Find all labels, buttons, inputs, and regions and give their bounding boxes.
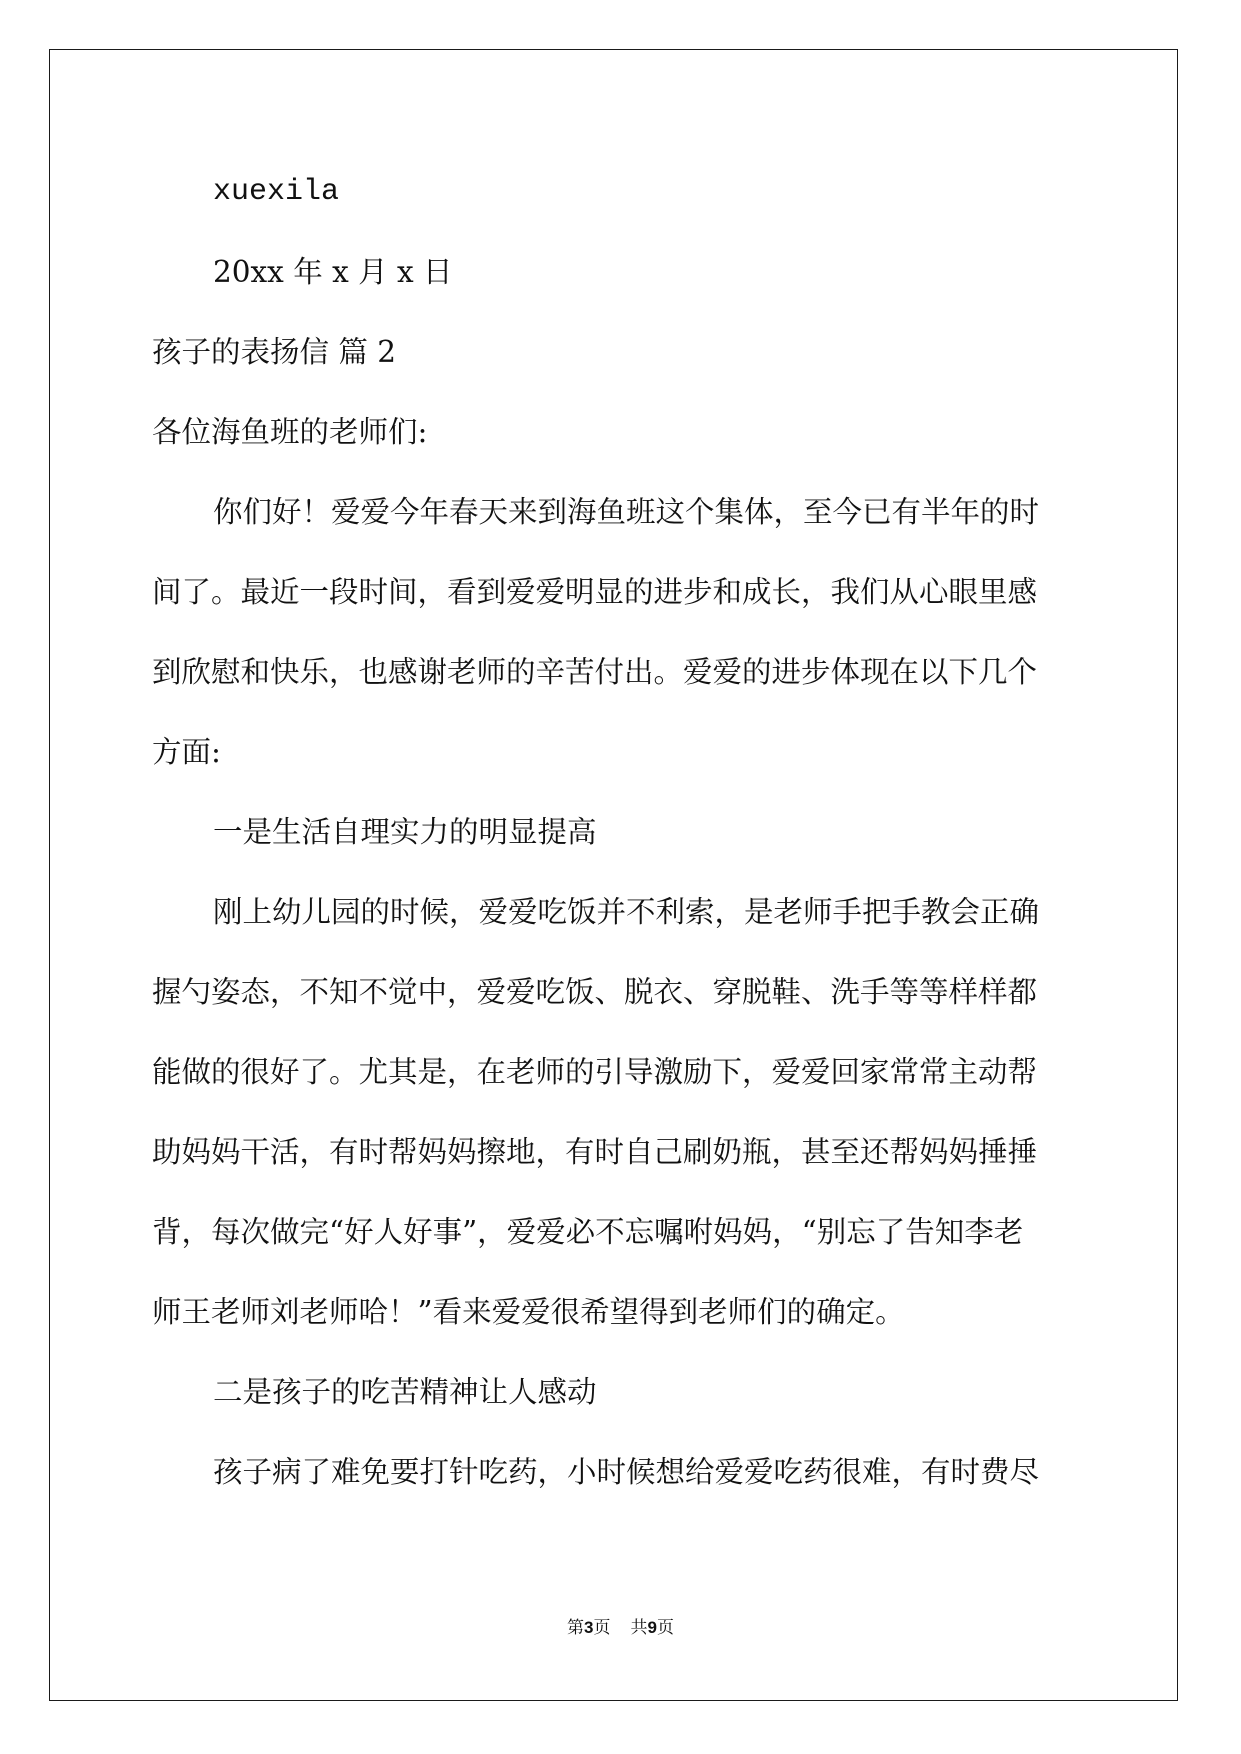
salutation: 各位海鱼班的老师们: [152, 415, 428, 449]
paragraph-line: 握勺姿态，不知不觉中，爱爱吃饭、脱衣、穿脱鞋、洗手等等样样都 [152, 975, 1038, 1009]
paragraph-line: 孩子病了难免要打针吃药，小时候想给爱爱吃药很难，有时费尽 [213, 1455, 1040, 1489]
subheading-two: 二是孩子的吃苦精神让人感动 [213, 1375, 597, 1409]
page-prefix: 第 [567, 1618, 585, 1638]
paragraph-line: 刚上幼儿园的时候，爱爱吃饭并不利索，是老师手把手教会正确 [213, 895, 1040, 929]
subheading-one: 一是生活自理实力的明显提高 [213, 815, 597, 849]
page-suffix: 页 [593, 1618, 611, 1638]
paragraph-line: 背，每次做完“好人好事”，爱爱必不忘嘱咐妈妈，“别忘了告知李老 [152, 1215, 1024, 1249]
page-number: 3 [584, 1618, 594, 1637]
paragraph-line: 方面: [152, 735, 221, 769]
total-prefix: 共 [630, 1618, 648, 1638]
paragraph-line: 师王老师刘老师哈！”看来爱爱很希望得到老师们的确定。 [152, 1295, 905, 1329]
section-heading: 孩子的表扬信 篇 2 [152, 335, 397, 369]
date-line: 20xx 年 x 月 x 日 [213, 255, 453, 289]
paragraph-line: 助妈妈干活，有时帮妈妈擦地，有时自己刷奶瓶，甚至还帮妈妈捶捶 [152, 1135, 1038, 1169]
paragraph-line: 你们好！爱爱今年春天来到海鱼班这个集体，至今已有半年的时 [213, 495, 1040, 529]
total-pages: 9 [647, 1618, 657, 1637]
page-footer [0, 1617, 1241, 1639]
paragraph-line: 间了。最近一段时间，看到爱爱明显的进步和成长，我们从心眼里感 [152, 575, 1038, 609]
paragraph-line: 能做的很好了。尤其是，在老师的引导激励下，爱爱回家常常主动帮 [152, 1055, 1038, 1089]
signature-line: xuexila [213, 175, 340, 209]
total-suffix: 页 [656, 1618, 674, 1638]
paragraph-line: 到欣慰和快乐，也感谢老师的辛苦付出。爱爱的进步体现在以下几个 [152, 655, 1038, 689]
